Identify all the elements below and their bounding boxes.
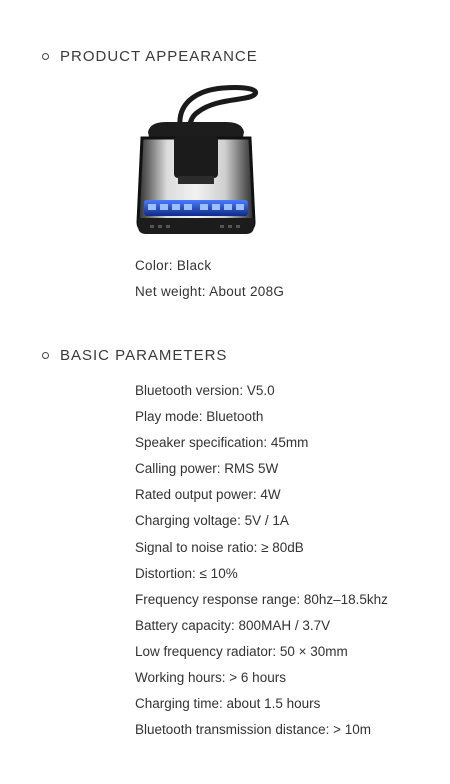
parameter-item: Frequency response range: 80hz–18.5khz (135, 591, 388, 607)
parameter-list (135, 381, 388, 746)
section-header-parameters (42, 347, 227, 364)
parameter-item: Calling power: RMS 5W (135, 461, 279, 477)
parameter-item: Play mode: Bluetooth (135, 409, 264, 425)
parameter-item: Speaker specification: 45mm (135, 435, 309, 451)
parameter-item: Rated output power: 4W (135, 487, 281, 503)
parameter-item: Working hours: > 6 hours (135, 670, 286, 686)
parameter-item: Signal to noise ratio: ≥ 80dB (135, 539, 304, 555)
product-color: Color: Black (135, 258, 212, 273)
section-title: BASIC PARAMETERS (60, 347, 228, 364)
section-header-appearance (42, 48, 258, 65)
parameter-item: Charging time: about 1.5 hours (135, 696, 321, 712)
speaker-product-image (128, 82, 263, 242)
section-title: PRODUCT APPEARANCE (60, 48, 258, 65)
circle-bullet-icon (42, 352, 49, 359)
parameter-item: Battery capacity: 800MAH / 3.7V (135, 617, 331, 633)
parameter-item: Distortion: ≤ 10% (135, 565, 238, 581)
product-weight: Net weight: About 208G (135, 284, 285, 299)
parameter-item: Charging voltage: 5V / 1A (135, 513, 289, 529)
parameter-item: Bluetooth transmission distance: > 10m (135, 722, 371, 738)
parameter-item: Bluetooth version: V5.0 (135, 383, 275, 398)
circle-bullet-icon (42, 53, 49, 60)
parameter-item: Low frequency radiator: 50 × 30mm (135, 643, 348, 659)
